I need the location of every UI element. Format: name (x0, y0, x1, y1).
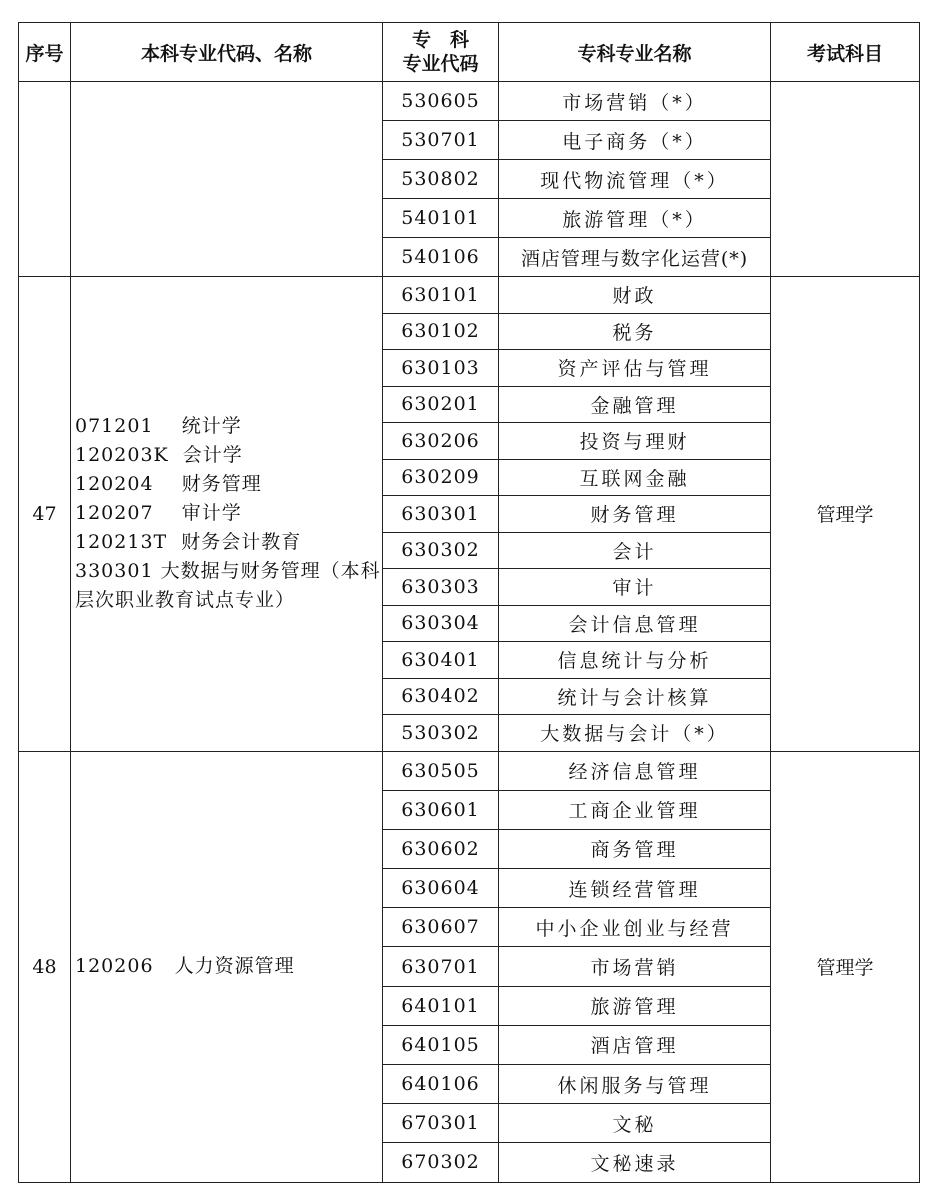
diploma-name-cell: 统计与会计核算 (499, 678, 771, 715)
diploma-code-cell: 640106 (383, 1065, 499, 1104)
diploma-code-cell: 630505 (383, 751, 499, 790)
diploma-code-cell: 630604 (383, 869, 499, 908)
diploma-name-cell: 经济信息管理 (499, 751, 771, 790)
header-diploma-name: 专科专业名称 (499, 23, 771, 82)
diploma-name-cell: 互联网金融 (499, 459, 771, 496)
diploma-code-cell: 630602 (383, 829, 499, 868)
bachelor-major-item: 120203K 会计学 (75, 444, 243, 467)
seq-cell: 47 (19, 277, 71, 752)
diploma-name-cell: 市场营销 (499, 947, 771, 986)
diploma-name-cell: 金融管理 (499, 386, 771, 423)
bachelor-major-item: 120206 人力资源管理 (75, 955, 295, 978)
diploma-name-cell: 文秘速录 (499, 1143, 771, 1182)
diploma-code-cell: 630302 (383, 532, 499, 569)
table-body (19, 82, 920, 1183)
major-table (18, 22, 920, 1183)
diploma-code-cell: 530605 (383, 82, 499, 121)
diploma-name-cell: 信息统计与分析 (499, 642, 771, 679)
diploma-code-cell: 630401 (383, 642, 499, 679)
bachelor-major-item: 120207 审计学 (75, 502, 242, 525)
bachelor-majors-cell (71, 277, 383, 752)
header-exam-subject: 考试科目 (771, 23, 920, 82)
diploma-name-cell: 审计 (499, 569, 771, 606)
diploma-code-cell: 630607 (383, 908, 499, 947)
diploma-code-cell: 670302 (383, 1143, 499, 1182)
diploma-code-cell: 630201 (383, 386, 499, 423)
diploma-code-cell: 640105 (383, 1025, 499, 1064)
diploma-name-cell: 旅游管理（*） (499, 199, 771, 238)
diploma-name-cell: 工商企业管理 (499, 790, 771, 829)
diploma-name-cell: 电子商务（*） (499, 121, 771, 160)
bachelor-major-item: 330301 大数据与财务管理（本科层次职业教育试点专业） (75, 560, 381, 612)
diploma-name-cell: 财政 (499, 277, 771, 314)
table-row (19, 277, 920, 314)
header-row (19, 23, 920, 82)
diploma-name-cell: 现代物流管理（*） (499, 160, 771, 199)
exam-subject-cell (771, 82, 920, 277)
diploma-name-cell: 连锁经营管理 (499, 869, 771, 908)
diploma-name-cell: 商务管理 (499, 829, 771, 868)
bachelor-major-item: 120204 财务管理 (75, 473, 262, 496)
diploma-code-cell: 630103 (383, 350, 499, 387)
diploma-name-cell: 市场营销（*） (499, 82, 771, 121)
diploma-name-cell: 财务管理 (499, 496, 771, 533)
table-row (19, 82, 920, 121)
header-diploma-code (383, 23, 499, 82)
diploma-name-cell: 中小企业创业与经营 (499, 908, 771, 947)
diploma-name-cell: 投资与理财 (499, 423, 771, 460)
diploma-name-cell: 休闲服务与管理 (499, 1065, 771, 1104)
diploma-code-cell: 630701 (383, 947, 499, 986)
bachelor-majors-cell (71, 751, 383, 1182)
diploma-code-cell: 530701 (383, 121, 499, 160)
seq-cell: 48 (19, 751, 71, 1182)
diploma-name-cell: 大数据与会计（*） (499, 715, 771, 752)
diploma-name-cell: 酒店管理与数字化运营(*) (499, 238, 771, 277)
diploma-code-cell: 630402 (383, 678, 499, 715)
diploma-code-cell: 630209 (383, 459, 499, 496)
diploma-code-cell: 630102 (383, 313, 499, 350)
diploma-name-cell: 文秘 (499, 1104, 771, 1143)
diploma-name-cell: 旅游管理 (499, 986, 771, 1025)
diploma-code-cell: 630303 (383, 569, 499, 606)
exam-subject-cell: 管理学 (771, 277, 920, 752)
header-diploma-code-line1: 专 科 (411, 29, 469, 51)
header-diploma-code-line2: 专业代码 (402, 53, 479, 75)
table-row (19, 751, 920, 790)
seq-cell (19, 82, 71, 277)
diploma-name-cell: 会计信息管理 (499, 605, 771, 642)
diploma-code-cell: 630101 (383, 277, 499, 314)
diploma-name-cell: 资产评估与管理 (499, 350, 771, 387)
bachelor-majors-cell (71, 82, 383, 277)
bachelor-major-item: 120213T 财务会计教育 (75, 531, 302, 554)
diploma-code-cell: 630601 (383, 790, 499, 829)
diploma-name-cell: 会计 (499, 532, 771, 569)
diploma-code-cell: 640101 (383, 986, 499, 1025)
diploma-code-cell: 540106 (383, 238, 499, 277)
diploma-code-cell: 530802 (383, 160, 499, 199)
diploma-code-cell: 630206 (383, 423, 499, 460)
diploma-name-cell: 酒店管理 (499, 1025, 771, 1064)
exam-subject-cell: 管理学 (771, 751, 920, 1182)
header-seq: 序号 (19, 23, 71, 82)
diploma-code-cell: 540101 (383, 199, 499, 238)
bachelor-major-item: 071201 统计学 (75, 415, 242, 438)
diploma-code-cell: 530302 (383, 715, 499, 752)
diploma-name-cell: 税务 (499, 313, 771, 350)
diploma-code-cell: 670301 (383, 1104, 499, 1143)
header-bachelor-major: 本科专业代码、名称 (71, 23, 383, 82)
diploma-code-cell: 630301 (383, 496, 499, 533)
diploma-code-cell: 630304 (383, 605, 499, 642)
